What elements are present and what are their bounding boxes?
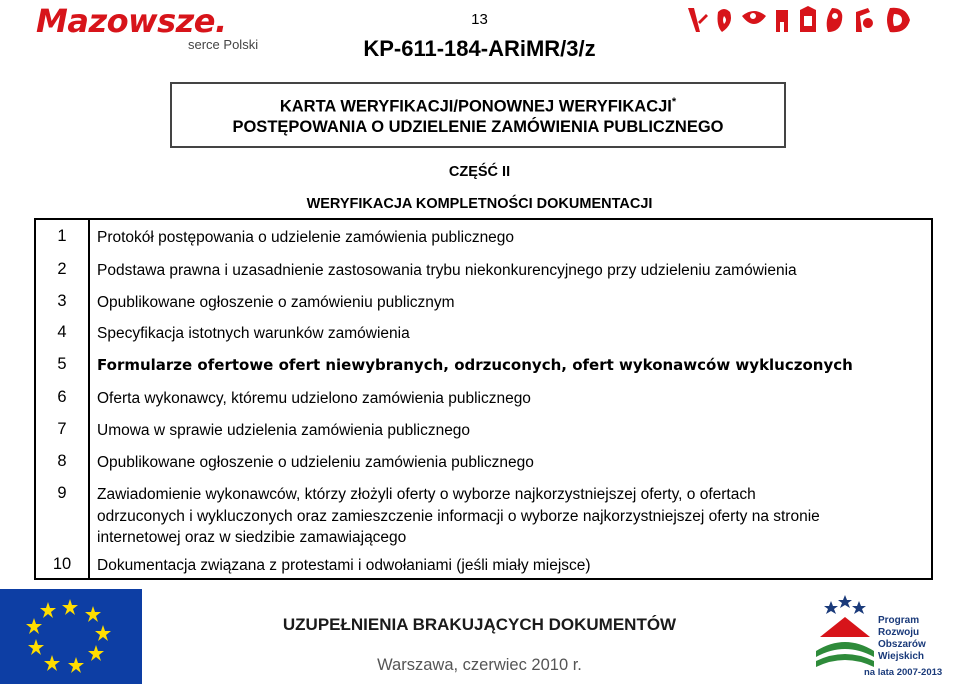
row-text-line-3: internetowej oraz w siedzibie zamawiającego <box>97 529 407 546</box>
prow-line-1: Program <box>878 615 920 626</box>
prow-years: na lata 2007-2013 <box>864 667 943 678</box>
checklist-row <box>36 386 931 410</box>
row-number: 5 <box>57 355 67 373</box>
checklist-row <box>36 450 931 474</box>
mazowsze-logo-subtitle: serce Polski <box>188 37 259 52</box>
checklist-row <box>36 418 931 442</box>
title-box <box>170 82 786 148</box>
row-text: Formularze ofertowe ofert niewybranych, odrzuconych, ofert wykonawców wykluczonych <box>97 356 853 374</box>
row-text: Umowa w sprawie udzielenia zamówienia publicznego <box>97 422 471 439</box>
page-number: 13 <box>471 11 488 28</box>
checklist-row <box>36 225 931 249</box>
row-text: Protokół postępowania o udzielenie zamówienia publicznego <box>97 229 515 246</box>
row-number: 1 <box>57 227 67 245</box>
prow-line-2: Rozwoju <box>878 627 920 638</box>
footer-date: Warszawa, czerwiec 2010 r. <box>377 656 582 674</box>
row-number: 9 <box>57 484 67 502</box>
checklist-row <box>36 258 931 282</box>
row-text: Oferta wykonawcy, któremu udzielono zamówienia publicznego <box>97 390 531 407</box>
row-number: 4 <box>57 323 67 341</box>
title-asterisk: * <box>671 96 677 108</box>
row-number: 6 <box>57 388 67 406</box>
title-line-1 <box>172 96 784 117</box>
checklist-row <box>36 553 931 577</box>
prow-line-4: Wiejskich <box>878 651 925 662</box>
mazowsze-logo-wordmark: Mazowsze. <box>36 2 227 40</box>
row-number: 3 <box>57 292 67 310</box>
program-pictograms-icon <box>684 2 924 38</box>
row-text: Specyfikacja istotnych warunków zamówienia <box>97 325 410 342</box>
checklist-row <box>36 290 931 314</box>
checklist-row <box>36 482 931 548</box>
row-text-line-1: Zawiadomienie wykonawców, którzy złożyli oferty o wyborze najkorzystniejszej oferty, o ofertach <box>97 486 756 503</box>
row-text: Opublikowane ogłoszenie o udzieleniu zamówienia publicznego <box>97 454 534 471</box>
document-code: KP-611-184-ARiMR/3/z <box>363 36 596 61</box>
row-text: Opublikowane ogłoszenie o zamówieniu publicznym <box>97 294 455 311</box>
row-text: Podstawa prawna i uzasadnienie zastosowania trybu niekonkurencyjnego przy udzieleniu zamówienia <box>97 262 797 279</box>
prow-logo <box>812 589 959 684</box>
document-checklist <box>34 218 933 580</box>
row-number: 2 <box>57 260 67 278</box>
footer-title: UZUPEŁNIENIA BRAKUJĄCYCH DOKUMENTÓW <box>282 615 677 634</box>
row-text: Dokumentacja związana z protestami i odwołaniami (jeśli miały miejsce) <box>97 557 591 574</box>
section-heading: WERYFIKACJA KOMPLETNOŚCI DOKUMENTACJI <box>306 196 653 212</box>
prow-line-3: Obszarów <box>878 639 926 650</box>
row-number: 10 <box>52 555 72 573</box>
prow-emblem-icon <box>814 591 876 671</box>
title-line-1-text: KARTA WERYFIKACJI/PONOWNEJ WERYFIKACJI <box>279 97 672 116</box>
part-label: CZĘŚĆ II <box>448 164 511 180</box>
title-line-2: POSTĘPOWANIA O UDZIELENIE ZAMÓWIENIA PUBLICZNEGO <box>232 118 724 136</box>
checklist-row <box>36 353 931 377</box>
row-number: 7 <box>57 420 67 438</box>
row-text-line-2: odrzuconych i wykluczonych oraz zamieszczenie informacji o wyborze najkorzystniejszej oferty na stronie <box>97 508 820 525</box>
checklist-row <box>36 321 931 345</box>
row-number: 8 <box>57 452 67 470</box>
